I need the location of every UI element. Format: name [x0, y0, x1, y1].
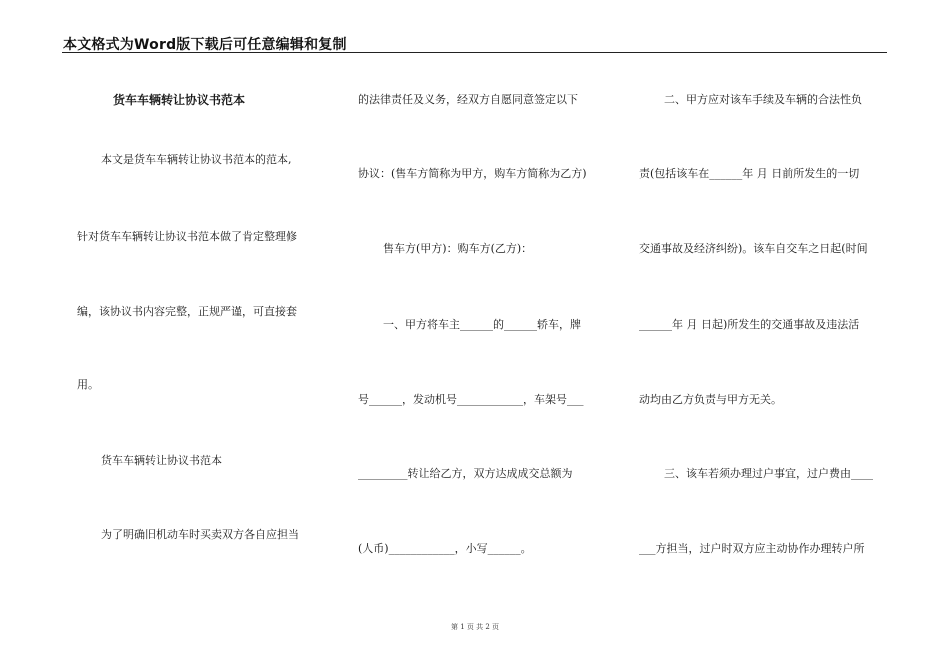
paragraph-line: 售车方(甲方)：购车方(乙方)：: [383, 242, 533, 255]
paragraph-line: 动均由乙方负责与甲方无关。: [639, 393, 782, 406]
page-number: 第 1 页 共 2 页: [450, 623, 500, 631]
paragraph-line: 针对货车车辆转让协议书范本做了肯定整理修: [77, 230, 297, 243]
paragraph-line: 编，该协议书内容完整，正规严谨，可直接套: [77, 305, 297, 318]
paragraph-line: 三、该车若须办理过户事宜，过户费由____: [664, 467, 873, 480]
paragraph-line: 交通事故及经济纠纷)。该车自交车之日起(时间: [639, 242, 868, 255]
paragraph-line: (人币)____________，小写______。: [358, 542, 532, 555]
paragraph-line: 号______，发动机号____________，车架号___: [358, 393, 584, 406]
paragraph-line: 为了明确旧机动车时买卖双方各自应担当: [101, 528, 299, 541]
paragraph-line: ___方担当，过户时双方应主动协作办理转户所: [639, 542, 865, 555]
paragraph-line: 一、甲方将车主______的______轿车，牌: [383, 318, 581, 331]
paragraph-line: 用。: [77, 378, 99, 391]
header-divider: [62, 52, 887, 53]
paragraph-line: _________转让给乙方，双方达成成交总额为: [358, 467, 573, 480]
paragraph-line: 的法律责任及义务，经双方自愿同意签定以下: [358, 93, 578, 106]
paragraph-line: 协议：(售车方简称为甲方，购车方简称为乙方): [358, 167, 587, 180]
paragraph-line: 责(包括该车在______年 月 日前所发生的一切: [639, 167, 860, 180]
paragraph-line: 二、甲方应对该车手续及车辆的合法性负: [664, 93, 862, 106]
download-banner: 本文格式为Word版下载后可任意编辑和复制: [63, 37, 347, 53]
section-heading: 货车车辆转让协议书范本: [101, 454, 222, 467]
paragraph-line: ______年 月 日起)所发生的交通事故及违法活: [639, 318, 860, 331]
paragraph-line: 本文是货车车辆转让协议书范本的范本,: [101, 153, 292, 166]
document-title: 货车车辆转让协议书范本: [113, 93, 246, 107]
